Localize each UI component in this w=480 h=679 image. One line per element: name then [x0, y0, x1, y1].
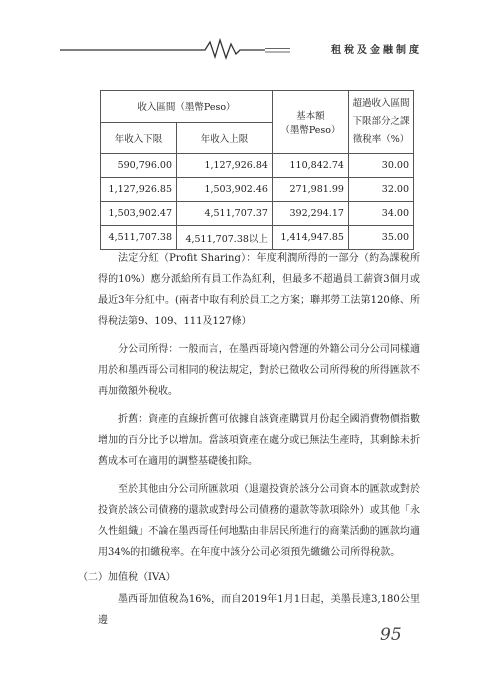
section-heading: （二）加值稅（IVA） — [78, 572, 176, 583]
table-cell: 1,127,926.84 — [177, 154, 273, 178]
table-cell: 34.00 — [348, 202, 413, 226]
table-cell: 30.00 — [348, 154, 413, 178]
col-lower-header: 年收入下限 — [101, 122, 177, 154]
table-cell: 32.00 — [348, 178, 413, 202]
table-cell: 1,414,947.85 — [272, 226, 348, 250]
table-cell: 392,294.17 — [272, 202, 348, 226]
body-text — [98, 248, 420, 570]
col-upper-header: 年收入上限 — [177, 122, 273, 154]
col-rate-line-1: 超過收入區間 — [352, 98, 410, 109]
col-base-label: 基本額 — [296, 111, 325, 122]
col-rate-line-2: 下限部分之課 — [352, 116, 410, 127]
table-cell: 4,511,707.38 — [101, 226, 177, 250]
col-rate-header — [348, 91, 413, 154]
header-title: 租稅及金融制度 — [331, 45, 422, 56]
table-cell: 271,981.99 — [272, 178, 348, 202]
table-cell: 4,511,707.37 — [177, 202, 273, 226]
table-cell: 590,796.00 — [101, 154, 177, 178]
table-header-row — [101, 91, 414, 123]
paragraph-branch-income: 分公司所得：一般而言，在墨西哥境內營運的外籍公司分公司同樣適用於和墨西哥公司相同的稅法規定，對於已徵收公司所得稅的所得匯款不再加徵額外稅收。 — [98, 344, 420, 397]
table-cell: 110,842.74 — [272, 154, 348, 178]
table-row — [101, 226, 414, 250]
paragraph-profit-sharing: 法定分紅（Profit Sharing）：年度利潤所得的一部分（約為課稅所得的10%）應分派給所有員工作為紅利，但最多不超過員工薪資3個月或最近3年分紅中。(兩者中取有利於員工之方案；聯邦勞工法第120條、所得稅法第9、109、111及127條） — [98, 253, 420, 327]
table-cell: 35.00 — [348, 226, 413, 250]
table-row — [101, 202, 414, 226]
page-number: 95 — [380, 625, 402, 645]
col-base-header — [272, 91, 348, 154]
table-cell: 1,503,902.46 — [177, 178, 273, 202]
table-row — [101, 178, 414, 202]
tax-rate-table — [100, 90, 414, 250]
col-rate-line-3: 徵稅率（%） — [352, 134, 410, 145]
paragraph-vat: 墨西哥加值稅為16%，而自2019年1月1日起，美墨長達3,180公里邊 — [98, 594, 420, 626]
col-base-unit: （墨幣Peso） — [280, 125, 341, 136]
closing-text — [98, 589, 420, 638]
table-cell: 1,127,926.85 — [101, 178, 177, 202]
col-range-header: 收入區間（墨幣Peso） — [101, 91, 273, 123]
paragraph-depreciation: 折舊：資產的直線折舊可依據自該資產購買月份起全國消費物價指數增加的百分比予以增加。當該項資產在處分或已無法生產時，其剩餘未折舊成本可在適用的調整基礎後扣除。 — [98, 414, 420, 467]
table-row — [101, 154, 414, 178]
paragraph-remittance: 至於其他由分公司所匯款項（退還投資於該分公司資本的匯款或對於投資於該公司債務的還款或對母公司債務的還款等款項除外）或其他「永久性組織」不論在墨西哥任何地點由非居民所進行的商業活動的匯款均適用34%的扣繳稅率。在年度中該分公司必須預先繳繳公司所得稅款。 — [98, 484, 420, 558]
table-cell: 4,511,707.38以上 — [177, 226, 273, 250]
page-header — [0, 38, 480, 60]
table-cell: 1,503,902.47 — [101, 202, 177, 226]
